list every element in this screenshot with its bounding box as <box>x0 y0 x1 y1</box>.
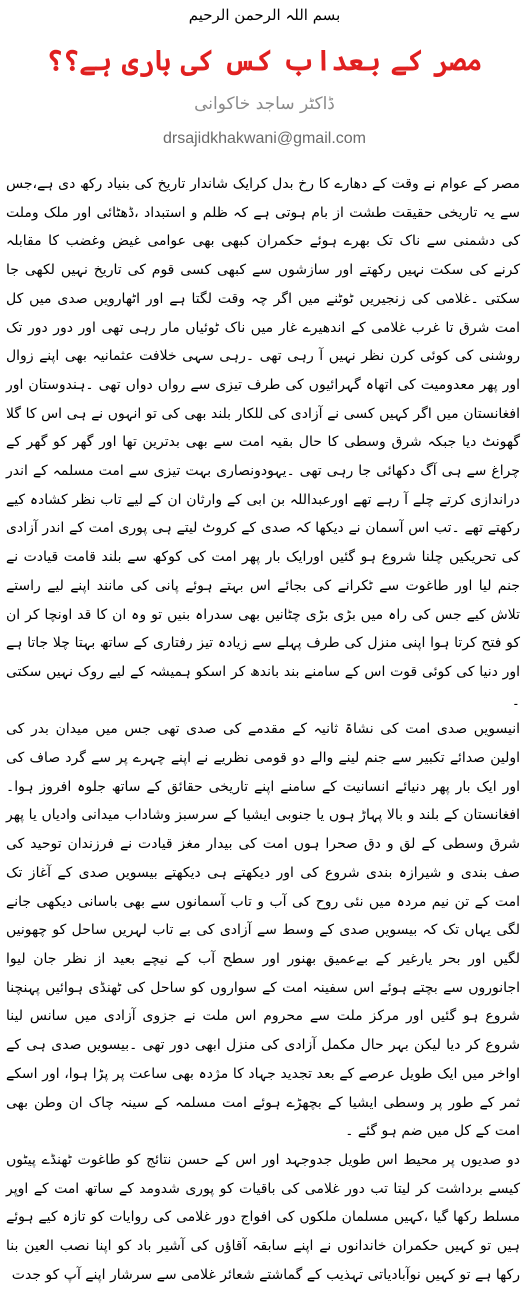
paragraph-1: مصر کے عوام نے وقت کے دھارے کا رخ بدل کرایک شاندار تاریخ کی بنیاد رکھ دی ہے،جس سے یہ تاریخی حقیقت طشت از بام ہوتی ہے کہ ظلم و استبداد ،ڈھٹائی اور ملک وملت کی دشمنی سے ناک تک بھرے ہوئے حکمران کبھی بھی عوامی غیض وغضب کا مقابلہ کرنے کی سکت نہیں رکھتے اور سازشوں سے کبھی کسی قوم کی تاریخ نہیں لکھی جا سکتی ۔غلامی کی زنجیریں ٹوٹنے میں اگر چہ وقت لگتا ہے اور اٹھارویں صدی میں کل امت شرق تا غرب غلامی کے اندھیرے غار میں ناک ٹوئیاں مار رہی تھی اور دور دور تک روشنی کی کوئی کرن نظر نہیں آ رہی تھی ۔رہی سہی خلافت عثمانیہ بھی اپنے زوال اور پھر معدومیت کی اتھاہ گہرائیوں کی طرف تیزی سے رواں دواں تھی ۔ہندوستان اور افغانستان میں اگر کہیں کسی نے آزادی کی للکار بلند بھی کی تو انہوں نے ہی اس کا گلا گھونٹ دیا جبکہ شرق وسطی کا حال بقیہ امت سے بھی بدترین تھا اور گھر کو گھر کے چراغ سے ہی آگ دکھائی جا رہی تھی ۔یہودونصاری بہت تیزی سے امت مسلمہ کے اندر دراندازی کرتے چلے آ رہے تھے اورعبداللہ بن ابی کے وارثان ان کے لیے تاب نظر کشادہ کیے رکھتے تھے ۔تب اس آسمان نے دیکھا کہ صدی کے کروٹ لیتے ہی پوری امت کے اندر آزادی کی تحریکیں چلنا شروع ہو گئیں اورایک بار پھر امت کی کوکھ سے بلند قامت قیادت نے جنم لیا اور طاغوت سے ٹکرانے کی بجائے اس بہتے ہوئے پانی کی مانند اپنے لیے راستے تلاش کیے جس کی راہ میں بڑی بڑی چٹانیں بھی سدراہ بنیں تو وہ ان کا قد اونچا کر ان کو فتح کرتا ہوا اپنی منزل کی طرف پہلے سے زیادہ تیز رفتاری کے ساتھ بہتا چلا جاتا ہے اور دنیا کی کوئی قوت اس کے سامنے بند باندھ کر اسکو ہمیشہ کے لیے روک نہیں سکتی ۔ <box>6 176 520 709</box>
article-body <box>6 170 520 1283</box>
bismillah-heading: بسم اللہ الرحمن الرحیم <box>188 6 341 24</box>
author-name: ڈاکٹر ساجد خاکوانی <box>194 94 335 114</box>
paragraph-2: انیسویں صدی امت کی نشاۃ ثانیہ کے مقدمے کی صدی تھی جس میں میدان بدر کی اولین صدائے تکبیر سے جنم لینے والے دو قومی نظریے نے اپنے چہرے پر سے گرد صاف کی اور ایک بار پھر دنیائے انسانیت کے سامنے اپنے تاریخی حقائق کے ساتھ جلوہ افروز ہوا۔افغانستان کے بلند و بالا پہاڑ ہوں یا جنوبی ایشیا کے سرسبز وشاداب میدانی وادیاں یا پھر شرق وسطی کے لق و دق صحرا ہوں امت کی بیدار مغز قیادت نے فرزندان توحید کی صف بندی و شیرازہ بندی شروع کی اور دیکھتے ہی دیکھتے بیسویں صدی کے آغاز تک امت کے تن نیم مردہ میں نئی روح کی آب و تاب آسمانوں سے بھی باسانی دیکھی جانے لگی یہاں تک کہ بیسویں صدی کے وسط سے آزادی کی بے تاب لہریں ساحل کو چھونیں لگیں اور بحر یارغیر کے بےعمیق بھنور اور سطح آب کے نیچے بعید از نظر جان لیوا اجانوروں سے بچتے ہوئے اس سفینہ امت کے سواروں کو ساحل کی ٹھنڈی ہوائیں پہنچنا شروع ہو گئیں اور مرکز ملت سے محروم اس ملت نے جزوی آزادی میں سانس لینا شروع کر دیا لیکن بہر حال مکمل آزادی کی منزل ابھی دور تھی ۔بیسویں صدی ہی کے اواخر میں ایک طویل عرصے کے بعد تجدید جہاد کا مژدہ بھی ساعت پر پڑا ہوا، اور اسکے ثمر کے طور پر وسطی ایشیا کے بچھڑے ہوئے امت مسلمہ کے سینہ چاک ان وطن بھی امت کے کل میں ضم ہو گئے ۔ <box>6 721 520 1140</box>
paragraph-3: دو صدیوں پر محیط اس طویل جدوجہد اور اس کے حسن نتائج کو طاغوت ٹھنڈے پیٹوں کیسے برداشت کر لیتا تب دور غلامی کی باقیات کو پوری شدومد کے ساتھ امت کے اوپر مسلط رکھا گیا ،کہیں مسلمان ملکوں کی افواج دور غلامی کی روایات کو تازہ کیے ہوئے ہیں تو کہیں حکمران خاندانوں نے اپنے سابقہ آقاؤں کی آشیر باد کو اپنا نصب العین بنا رکھا ہے تو کہیں نوآبادیاتی تہذیب کے گماشتے شعائر غلامی سے سرشار اپنے آپ کو جدت <box>6 1151 520 1283</box>
author-email: drsajidkhakwani@gmail.com <box>163 130 366 147</box>
article-title: مصر کے بعداب کس کی باری ہے؟؟ <box>46 44 483 77</box>
